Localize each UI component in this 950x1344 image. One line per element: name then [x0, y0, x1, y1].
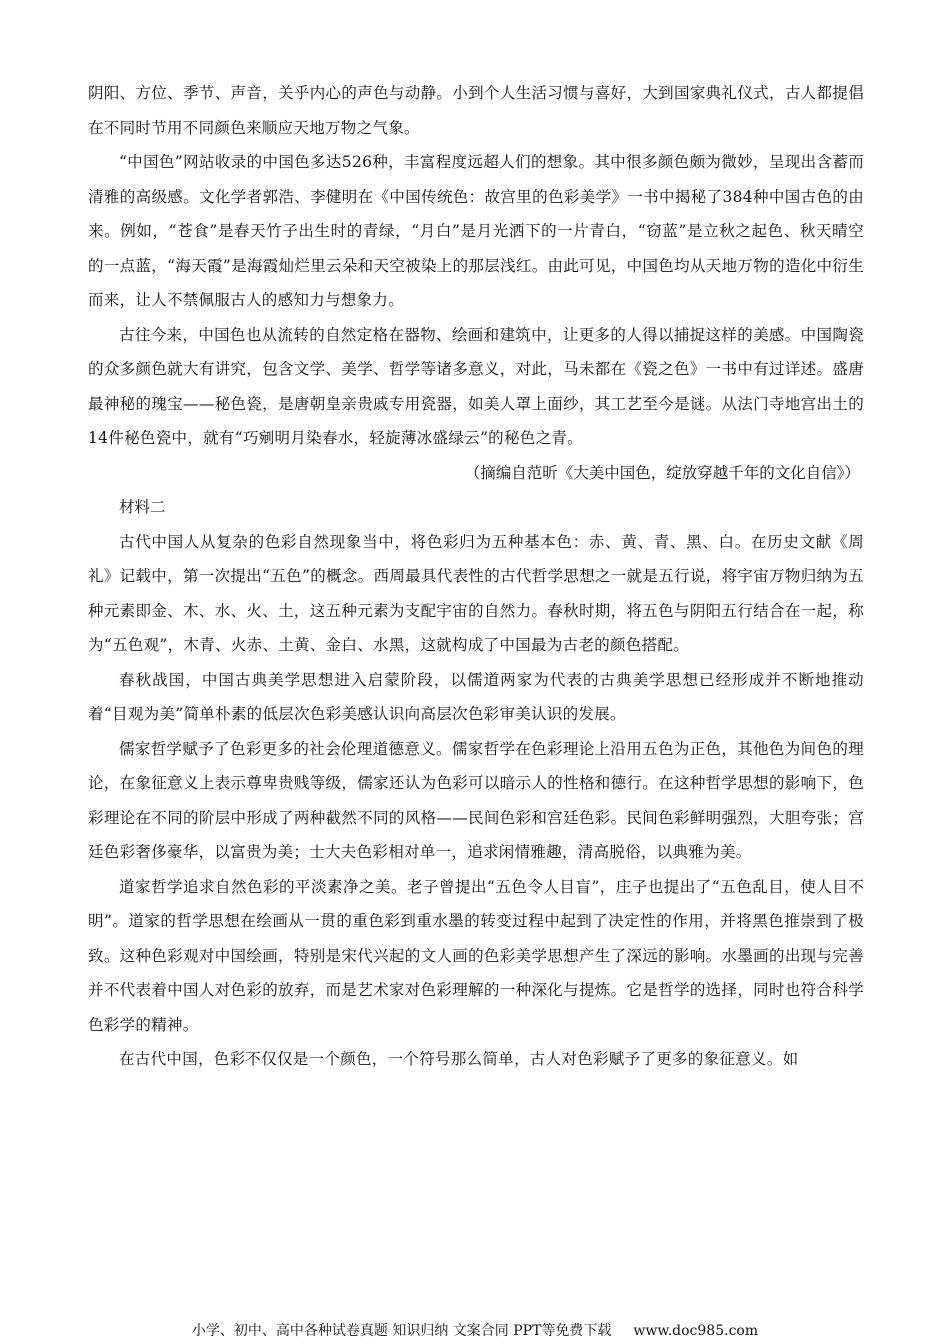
source-citation: （摘编自范昕《大美中国色，绽放穿越千年的文化自信》） — [464, 463, 860, 482]
paragraph: 在古代中国，色彩不仅仅是一个颜色，一个符号那么简单，古人对色彩赋予了更多的象征意义。如 — [119, 1050, 799, 1068]
paragraph: 春秋战国，中国古典美学思想进入启蒙阶段，以儒道两家为代表的古典美学思想已经形成并不断地推动着“目观为美”简单朴素的低层次色彩美感认识向高层次色彩审美认识的发展。 — [88, 670, 864, 723]
footer-text: 小学、初中、高中各种试卷真题 知识归纳 文案合同 PPT等免费下载 — [191, 1323, 612, 1339]
paragraph: “中国色”网站收录的中国色多达526种，丰富程度远超人们的想象。其中很多颜色颇为微妙，呈现出含蓄而清雅的高级感。文化学者郭浩、李健明在《中国传统色：故宫里的色彩美学》一书中揭秘了384种中国古色的由来。例如，“苍食”是春天竹子出生时的青绿，“月白”是月光洒下的一片青白，“窃蓝”是立秋之起色、秋天晴空的一点蓝，“海天霞”是海霞灿烂里云朵和天空被染上的那层浅红。由此可见，中国色均从天地万物的造化中衍生而来，让人不禁佩服古人的感知力与想象力。 — [88, 153, 864, 309]
footer-site-link[interactable]: www.doc985.com — [633, 1323, 759, 1339]
page-footer — [0, 1322, 950, 1340]
paragraph: 道家哲学追求自然色彩的平淡素净之美。老子曾提出“五色令人目盲”，庄子也提出了“五色乱目，使人目不明”。道家的哲学思想在绘画从一贯的重色彩到重水墨的转变过程中起到了决定性的作用，并将黑色推崇到了极致。这种色彩观对中国绘画，特别是宋代兴起的文人画的色彩美学思想产生了深远的影响。水墨画的出现与完善并不代表着中国人对色彩的放弃，而是艺术家对色彩理解的一种深化与提炼。它是哲学的选择，同时也符合科学色彩学的精神。 — [88, 877, 864, 1034]
paragraph: 阴阳、方位、季节、声音，关乎内心的声色与动静。小到个人生活习惯与喜好，大到国家典礼仪式，古人都提倡在不同时节用不同颜色来顺应天地万物之气象。 — [88, 84, 864, 137]
paragraph: 古往今来，中国色也从流转的自然定格在器物、绘画和建筑中，让更多的人得以捕捉这样的美感。中国陶瓷的众多颜色就大有讲究，包含文学、美学、哲学等诸多意义，对此，马未都在《瓷之色》一书中有过详述。盛唐最神秘的瑰宝——秘色瓷，是唐朝皇亲贵戚专用瓷器，如美人罩上面纱，其工艺至今是谜。从法门寺地宫出土的14件秘色瓷中，就有“巧剜明月染春水，轻旋薄冰盛绿云”的秘色之青。 — [88, 325, 864, 447]
paragraph: 儒家哲学赋予了色彩更多的社会伦理道德意义。儒家哲学在色彩理论上沿用五色为正色，其他色为间色的理论，在象征意义上表示尊卑贵贱等级，儒家还认为色彩可以暗示人的性格和德行。在这种哲学思想的影响下，色彩理论在不同的阶层中形成了两种截然不同的风格——民间色彩和宫廷色彩。民间色彩鲜明强烈，大胆夸张；宫廷色彩奢侈豪华，以富贵为美；士大夫色彩相对单一，追求闲情雅趣，清高脱俗，以典雅为美。 — [88, 739, 864, 861]
section-heading: 材料二 — [119, 498, 166, 516]
paragraph: 古代中国人从复杂的色彩自然现象当中，将色彩归为五种基本色：赤、黄、青、黑、白。在历史文献《周礼》记载中，第一次提出“五色”的概念。西周最具代表性的古代哲学思想之一就是五行说，将宇宙万物归纳为五种元素即金、木、水、火、土，这五种元素为支配宇宙的自然力。春秋时期，将五色与阴阳五行结合在一起，称为“五色观”，木青、火赤、土黄、金白、水黑，这就构成了中国最为古老的颜色搭配。 — [88, 532, 864, 654]
document-body — [88, 76, 864, 1077]
